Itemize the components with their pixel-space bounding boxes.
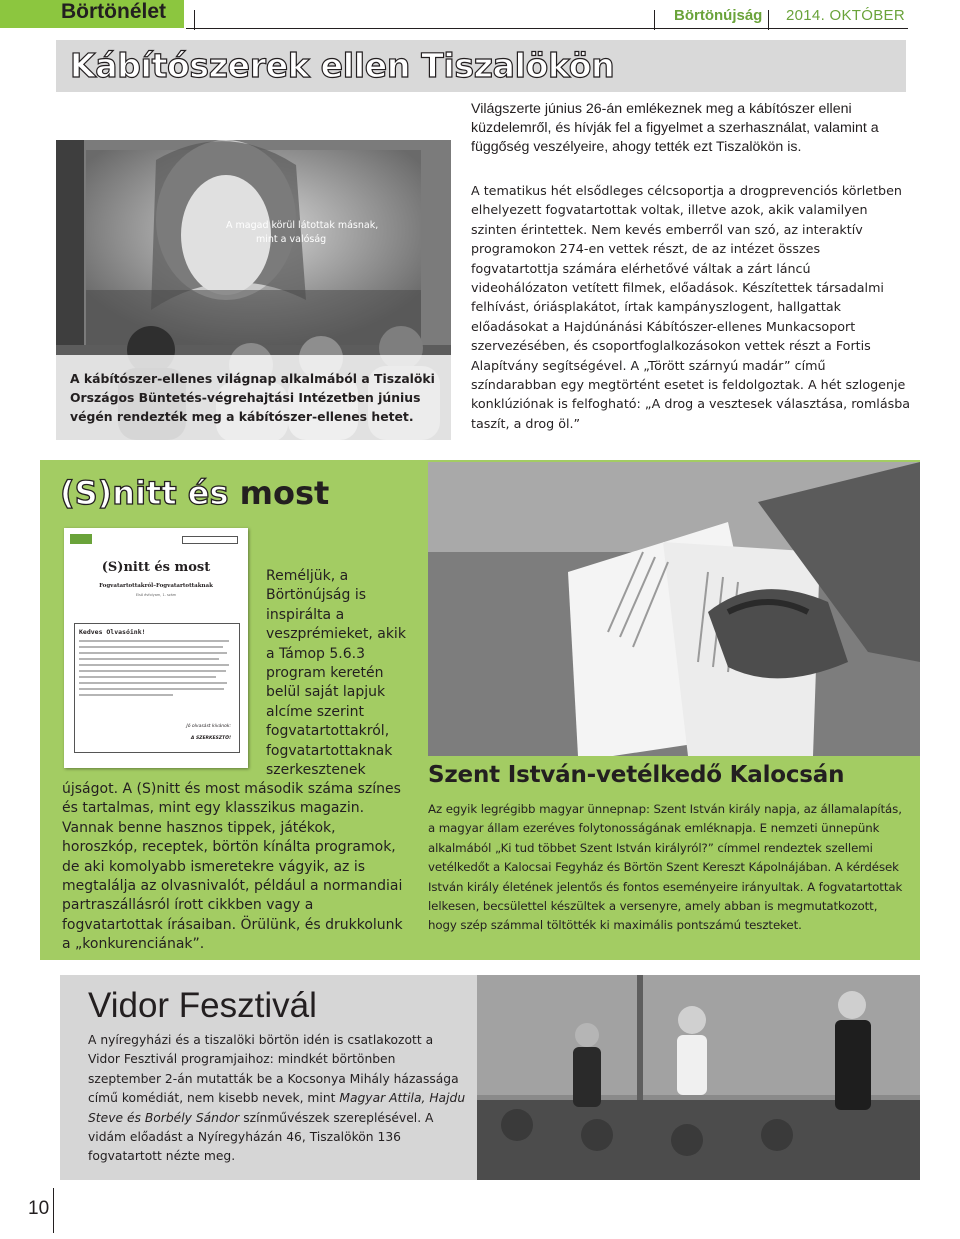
vidor-body-part1: A nyíregyházi és a tiszalöki börtön idén is csatlakozott a Vidor Fesztivál programjaihoz: mindkét börtönben szeptember 2-án mutatták be a Kocsonya Mihály házassága című komédiát, nem kisebb nevek, mint — [88, 1033, 459, 1106]
snitt-title-plain: most — [239, 474, 330, 512]
page-number-rule — [53, 1188, 54, 1233]
thumb-title: (S)nitt és most — [101, 560, 211, 575]
header-rule — [186, 28, 908, 29]
snitt-title-outline: (S)nitt és — [60, 474, 229, 512]
snitt-text-right: Reméljük, a Börtönújság is inspirálta a veszprémieket, akik a Támop 5.6.3 program keretén belül saját lapjuk alcíme szerint fogvatartottakról, fogvatartottaknak szerkesztenek — [266, 568, 406, 779]
thumb-issue: Első évfolyam, 1. szám — [135, 593, 177, 597]
article-body — [471, 181, 911, 433]
thumb-text-line — [79, 670, 226, 672]
thumb-text-line — [79, 658, 219, 660]
article-title-band — [56, 40, 906, 92]
publication-name: Börtönújság — [674, 7, 763, 24]
vidor-title: Vidor Fesztivál — [88, 986, 317, 1025]
thumb-text-line — [79, 694, 173, 696]
thumb-text-line — [79, 688, 224, 690]
szent-istvan-body: Az egyik legrégibb magyar ünnepnap: Szent István király napja, az államalapítás, a magyar állam ezeréves folytonosságának emléknapja. E nemzeti ünnepünk alkalmából „Ki tud többet Szent István királyról?” címmel rendeztek szellemi vetélkedőt a Kalocsai Fegyház és Börtön Szent Kereszt Kápolnájában. A kérdések István király életének jelentős és fontos eseményeire irányultak. A fogvatartottak lelkesen, becsülettel készültek a versenyre, amely abban is megmutatkozott, hogy szép számmal töltötték ki maximális pontszámú teszteket. — [428, 802, 903, 933]
article-title: Kábítószerek ellen Tiszalökön — [70, 46, 615, 85]
page-number: 10 — [28, 1198, 50, 1219]
thumb-text-line — [79, 640, 229, 642]
vidor-body-part2: színművészek szereplésével. A vidám előadást a Nyíregyházán 46, Tiszalökön 136 fogvatartott nézte meg. — [88, 1110, 434, 1164]
header-divider — [654, 10, 655, 30]
thumb-header-box — [182, 536, 238, 544]
screen-text-line2: mint a valóság — [256, 234, 327, 245]
thumb-text-line — [79, 664, 229, 666]
section-title: Börtönélet — [61, 0, 166, 23]
photo-caption — [56, 355, 451, 440]
article-lead: Világszerte június 26-án emlékeznek meg a kábítószer elleni küzdelemről, és hívják fel a figyelmet a szerhasználat, valamint a függőség veszélyeire, ahogy tették ezt Tiszalökön is. — [471, 101, 879, 155]
screen-text-line1: A magad körül látottak másnak, — [226, 220, 379, 231]
article-body-text: A tematikus hét elsődleges célcsoportja a drogprevenciós körletben elhelyezett fogvatartottak voltak, illetve azok, akik valamilyen szinten érintettek. Nem kevés emberről van szó, az interaktív programokon 274-en vettek részt, de az intézet összes fogvatartottja számára elérhetővé váltak a zárt láncú videohálózaton vetített filmek, előadások. Készítettek társadalmi felhívást, óriásplakátot, írtak kampányszlogent, hallgattak előadásokat a Hajdúnánási Kábítószer-ellenes Munkacsoport szervezésében, és csoportfoglalkozásokon vettek részt a Fortis Alapítvány segítségével. A „Törött szárnyú madár” című színdarabban egy megtörtént esetet is feldolgoztak. A hét szlogenje konklúziónak is felfogható: „A drog a vesztesek választása, romlásba taszít, a drog öl.” — [471, 183, 911, 431]
snitt-text-body: újságot. A (S)nitt és most második száma színes és tartalmas, mint egy klasszikus magazin. Vannak benne hasznos tippek, játékok, horoszkóp, receptek, börtön kínálta programok, de aki komolyabb ismeretekre vágyik, az is megtalálja az olvasnivalót, például a normandiai partraszállásról írott cikkben vagy a fogvatartottak írásaiban. Örülünk, és drukkolunk a „konkurenciának”. — [62, 781, 403, 953]
thumb-logo — [70, 534, 92, 544]
thumb-text-line — [79, 682, 227, 684]
thumb-sign-1: Jó olvasást kívánok: — [186, 724, 231, 729]
newspaper-thumbnail — [64, 528, 248, 768]
thumb-letter-box — [74, 623, 240, 753]
issue-date: 2014. OKTÓBER — [786, 7, 905, 24]
vidor-body-performers: Magyar Attila, Hajdu Steve és Borbély Sándor — [88, 1091, 466, 1125]
vidor-body — [88, 1031, 468, 1167]
szent-istvan-title: Szent István-vetélkedő Kalocsán — [428, 762, 845, 788]
thumb-sign-2: A SZERKESZTŐ! — [190, 736, 231, 741]
header-divider — [194, 10, 195, 30]
snitt-title — [60, 474, 329, 512]
section-label — [0, 0, 184, 28]
thumb-text-line — [79, 652, 227, 654]
thumb-text-line — [79, 676, 216, 678]
quiz-papers-photo — [428, 462, 920, 756]
header-divider — [768, 10, 769, 30]
photo-caption-text: A kábítószer-ellenes világnap alkalmából a Tiszalöki Országos Büntetés-végrehajtási Intézetben június végén rendezték meg a kábítószer-ellenes hetet. — [70, 371, 435, 424]
thumb-text-line — [79, 646, 223, 648]
thumb-greeting: Kedves Olvasóink! — [79, 628, 146, 636]
thumb-subtitle: Fogvatartottakról–Fogvatartottaknak — [99, 583, 213, 589]
theater-photo — [477, 975, 920, 1180]
